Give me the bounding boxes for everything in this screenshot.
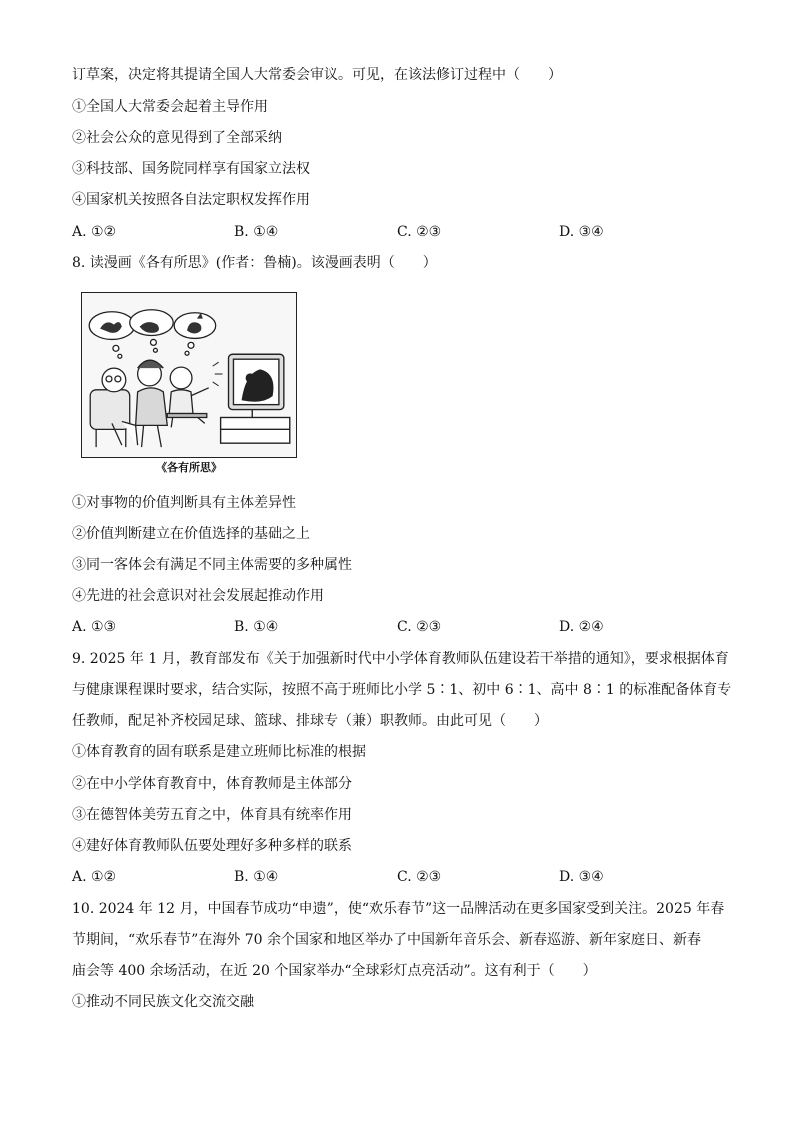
- q10-stem-line-3: 庙会等 400 余场活动，在近 20 个国家举办“全球彩灯点亮活动”。这有利于（ ）: [72, 963, 597, 979]
- q9-option-c[interactable]: C. ②③: [397, 869, 442, 885]
- q7-options: [72, 223, 732, 241]
- q8-option-a[interactable]: A. ①③: [72, 619, 117, 635]
- q8-item-2: ②价值判断建立在价值选择的基础之上: [72, 526, 310, 542]
- q7-item-3: ③科技部、国务院同样享有国家立法权: [72, 161, 310, 177]
- q9-option-d[interactable]: D. ③④: [559, 869, 604, 885]
- q7-item-1: ①全国人大常委会起着主导作用: [72, 99, 268, 115]
- q7-stem: 订草案，决定将其提请全国人大常委会审议。可见，在该法修订过程中（ ）: [72, 67, 562, 83]
- q8-option-b[interactable]: B. ①④: [234, 619, 279, 635]
- q7-option-b[interactable]: B. ①④: [234, 224, 279, 240]
- q8-stem: 8. 读漫画《各有所思》(作者：鲁楠)。该漫画表明（ ）: [72, 255, 437, 271]
- cartoon-caption: 《各有所思》: [156, 461, 222, 474]
- q7-item-2: ②社会公众的意见得到了全部采纳: [72, 130, 282, 146]
- q8-item-3: ③同一客体会有满足不同主体需要的多种属性: [72, 557, 352, 573]
- q9-item-1: ①体育教育的固有联系是建立班师比标准的根据: [72, 744, 366, 760]
- q9-stem-line-1: 9. 2025 年 1 月，教育部发布《关于加强新时代中小学体育教师队伍建设若干举措的通知》，要求根据体育: [72, 651, 729, 667]
- q9-item-4: ④建好体育教师队伍要处理好多种多样的联系: [72, 838, 352, 854]
- q10-item-1: ①推动不同民族文化交流交融: [72, 994, 254, 1010]
- q10-stem-line-1: 10. 2024 年 12 月，中国春节成功“申遗”，使“欢乐春节”这一品牌活动在更多国家受到关注。2025 年春: [72, 901, 725, 917]
- q9-stem-line-2: 与健康课程课时要求，结合实际，按照不高于班师比小学 5∶1、初中 6∶1、高中 8∶1 的标准配备体育专: [72, 682, 732, 698]
- q9-options: [72, 868, 732, 886]
- q8-item-4: ④先进的社会意识对社会发展起推动作用: [72, 588, 324, 604]
- q9-option-b[interactable]: B. ①④: [234, 869, 279, 885]
- q8-option-d[interactable]: D. ②④: [559, 619, 604, 635]
- q7-option-a[interactable]: A. ①②: [72, 224, 117, 240]
- q10-stem-line-2: 节期间，“欢乐春节”在海外 70 余个国家和地区举办了中国新年音乐会、新春巡游、新年家庭日、新春: [72, 932, 702, 948]
- q7-item-4: ④国家机关按照各自法定职权发挥作用: [72, 192, 310, 208]
- q8-item-1: ①对事物的价值判断具有主体差异性: [72, 495, 296, 511]
- q9-item-3: ③在德智体美劳五育之中，体育具有统率作用: [72, 807, 352, 823]
- q7-option-c[interactable]: C. ②③: [397, 224, 442, 240]
- cartoon-image: [81, 292, 297, 458]
- q8-option-c[interactable]: C. ②③: [397, 619, 442, 635]
- q8-options: [72, 618, 732, 636]
- q9-stem-line-3: 任教师，配足补齐校园足球、篮球、排球专（兼）职教师。由此可见（ ）: [72, 713, 548, 729]
- q7-option-d[interactable]: D. ③④: [559, 224, 604, 240]
- q9-item-2: ②在中小学体育教育中，体育教师是主体部分: [72, 776, 352, 792]
- q9-option-a[interactable]: A. ①②: [72, 869, 117, 885]
